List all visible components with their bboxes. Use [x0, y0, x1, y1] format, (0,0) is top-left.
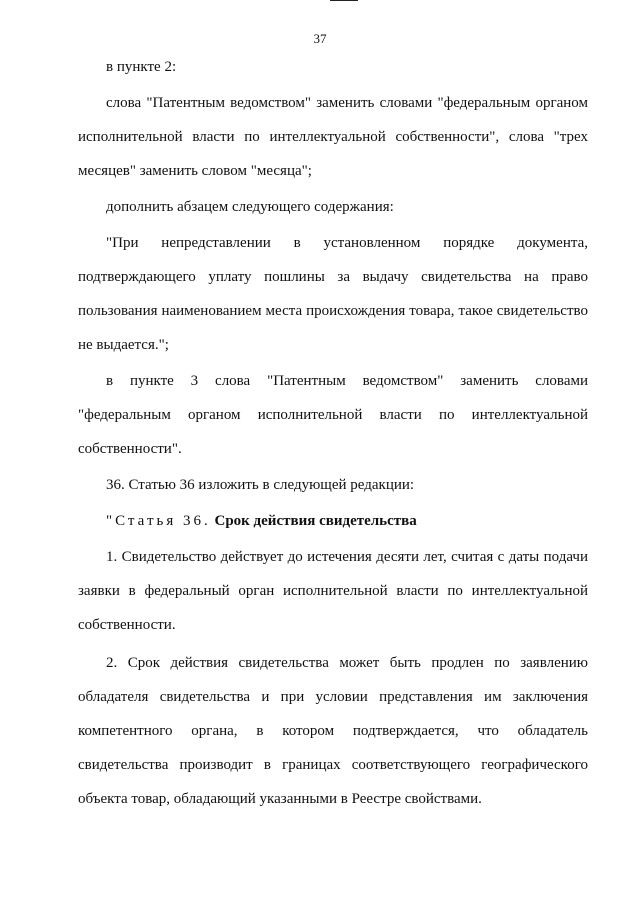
page-number: 37 [313, 31, 327, 46]
article-title: Срок действия свидетельства [214, 513, 417, 529]
paragraph-item-3: в пункте 3 слова "Патентным ведомством" заменить словами "федеральным органом исполнительной власти по интеллектуальной собственности". [78, 373, 588, 457]
article-prefix: "Статья 36. [106, 513, 211, 529]
paragraph-article-36-intro: 36. Статью 36 изложить в следующей редакции: [106, 477, 415, 493]
paragraph-quoted-clause: "При непредставлении в установленном порядке документа, подтверждающего уплату пошлины за выдачу свидетельства на право пользования наименованием места происхождения товара, такое свидетельство не выдается."; [78, 235, 588, 353]
paragraph-replace-words: слова "Патентным ведомством" заменить словами "федеральным органом исполнительной власти по интеллектуальной собственности", слова "трех месяцев" заменить словом "месяца"; [78, 95, 588, 179]
article-paragraph-2: 2. Срок действия свидетельства может быть продлен по заявлению обладателя свидетельства и при условии представления им заключения компетентного органа, в котором подтверждается, что обладатель свидетельства производит в границах соответствующего географического объекта товар, обладающий указанными в Реестре свойствами. [78, 655, 588, 807]
top-rule [330, 0, 358, 1]
document-body [78, 50, 588, 816]
article-paragraph-1: 1. Свидетельство действует до истечения десяти лет, считая с даты подачи заявки в федеральный орган исполнительной власти по интеллектуальной собственности. [78, 549, 588, 633]
paragraph-add-clause: дополнить абзацем следующего содержания: [106, 199, 394, 215]
article-heading [78, 504, 588, 538]
paragraph-item-2-intro: в пункте 2: [106, 59, 177, 75]
